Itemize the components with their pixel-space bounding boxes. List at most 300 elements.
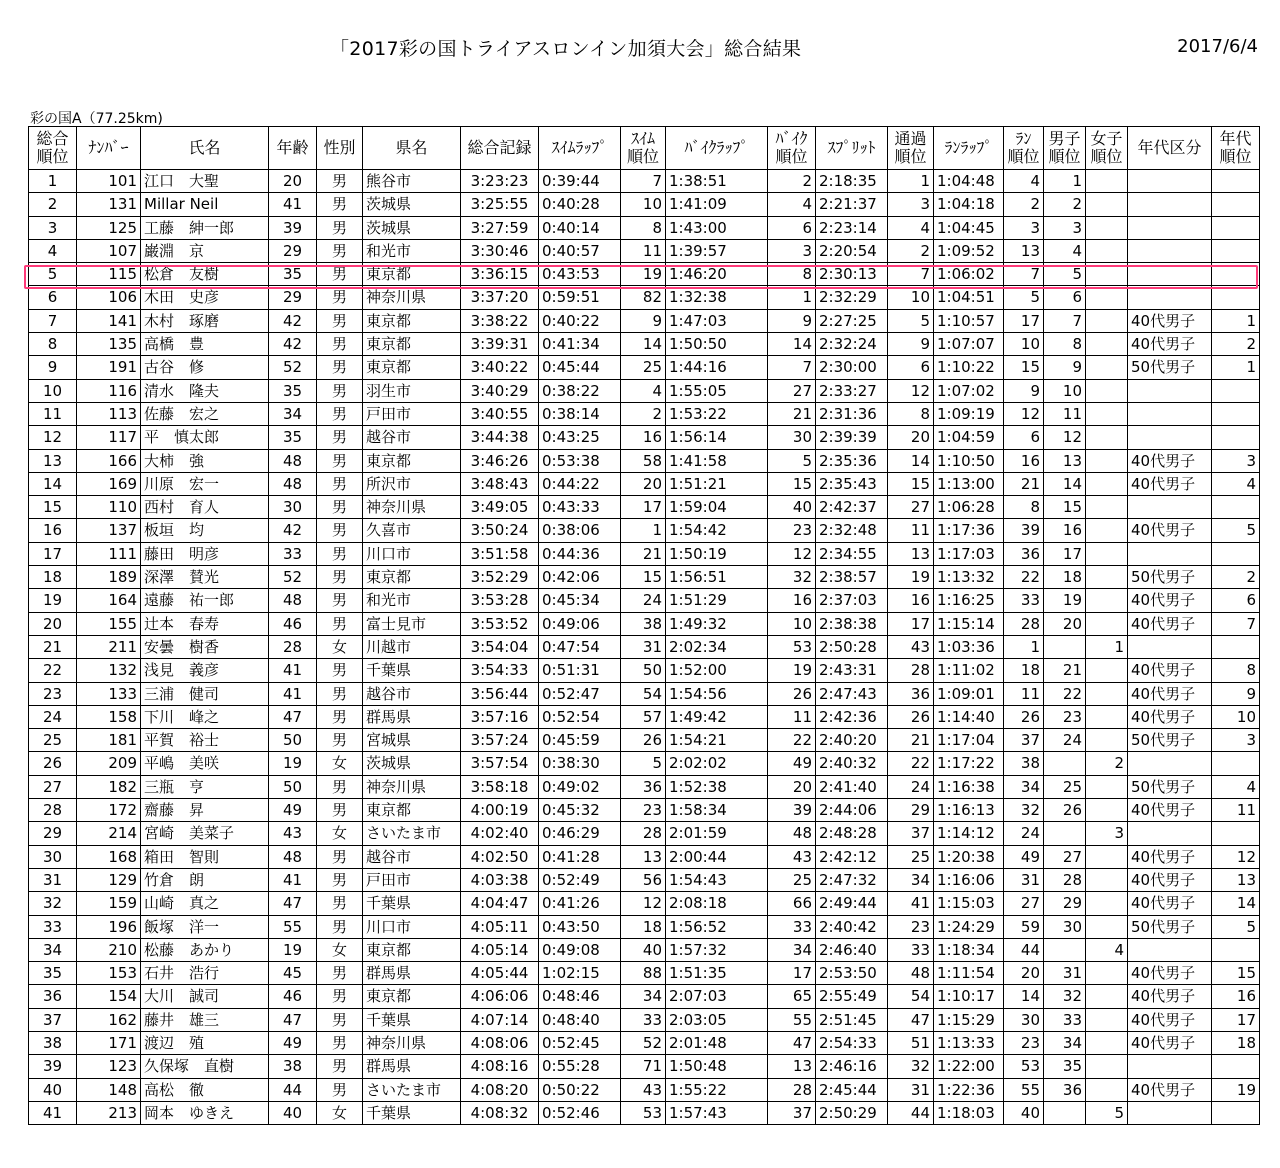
cell-split: 2:40:20: [816, 729, 888, 752]
cell-run: 1:20:38: [934, 845, 1004, 868]
cell-swim: 0:40:28: [539, 193, 621, 216]
cell-bike: 1:49:32: [666, 612, 768, 635]
cell-rank: 13: [29, 449, 77, 472]
cell-pref: 茨城県: [363, 216, 461, 239]
cell-sex: 男: [317, 659, 363, 682]
cell-rank: 29: [29, 822, 77, 845]
cell-pass-rank: 11: [888, 519, 934, 542]
cell-total: 3:53:52: [461, 612, 539, 635]
cell-bike: 1:52:38: [666, 775, 768, 798]
cell-run: 1:13:00: [934, 472, 1004, 495]
cell-num: 171: [77, 1031, 141, 1054]
cell-rank: 17: [29, 542, 77, 565]
table-row: [29, 612, 1260, 635]
cell-swim-rank: 23: [621, 799, 666, 822]
cell-pref: 東京都: [363, 449, 461, 472]
cell-sex: 男: [317, 193, 363, 216]
cell-run-rank: 15: [1004, 356, 1044, 379]
cell-pass-rank: 17: [888, 612, 934, 635]
cell-male-rank: 19: [1044, 589, 1086, 612]
cell-pref: 戸田市: [363, 402, 461, 425]
cell-swim-rank: 58: [621, 449, 666, 472]
cell-rank: 30: [29, 845, 77, 868]
cell-total: 4:05:11: [461, 915, 539, 938]
cell-num: 209: [77, 752, 141, 775]
cell-age-rank: [1212, 752, 1260, 775]
cell-split: 2:46:16: [816, 1055, 888, 1078]
table-row: [29, 1008, 1260, 1031]
cell-split: 2:41:40: [816, 775, 888, 798]
cell-swim-rank: 52: [621, 1031, 666, 1054]
cell-total: 3:52:29: [461, 566, 539, 589]
cell-split: 2:50:28: [816, 635, 888, 658]
cell-name: 飯塚 洋一: [141, 915, 269, 938]
cell-female-rank: [1086, 170, 1128, 193]
cell-bike-rank: 32: [768, 566, 816, 589]
cell-bike: 1:54:56: [666, 682, 768, 705]
cell-pass-rank: 48: [888, 962, 934, 985]
cell-bike-rank: 8: [768, 263, 816, 286]
cell-female-rank: [1086, 333, 1128, 356]
cell-bike-rank: 39: [768, 799, 816, 822]
cell-name: 古谷 修: [141, 356, 269, 379]
cell-male-rank: 2: [1044, 193, 1086, 216]
cell-swim-rank: 9: [621, 309, 666, 332]
cell-age: 35: [269, 426, 317, 449]
cell-swim: 0:49:08: [539, 938, 621, 961]
cell-pass-rank: 4: [888, 216, 934, 239]
cell-num: 107: [77, 239, 141, 262]
cell-swim-rank: 53: [621, 1101, 666, 1124]
cell-run-rank: 16: [1004, 449, 1044, 472]
cell-bike-rank: 43: [768, 845, 816, 868]
table-row: [29, 426, 1260, 449]
table-row: [29, 449, 1260, 472]
cell-swim: 1:02:15: [539, 962, 621, 985]
cell-num: 166: [77, 449, 141, 472]
cell-swim: 0:59:51: [539, 286, 621, 309]
cell-pref: 富士見市: [363, 612, 461, 635]
cell-name: 佐藤 宏之: [141, 402, 269, 425]
cell-male-rank: 18: [1044, 566, 1086, 589]
cell-swim-rank: 82: [621, 286, 666, 309]
cell-run: 1:18:34: [934, 938, 1004, 961]
cell-age: 35: [269, 379, 317, 402]
cell-age-group: 40代男子: [1128, 659, 1212, 682]
cell-bike-rank: 16: [768, 589, 816, 612]
cell-total: 4:04:47: [461, 892, 539, 915]
cell-male-rank: 30: [1044, 915, 1086, 938]
cell-age: 19: [269, 752, 317, 775]
cell-bike: 1:43:00: [666, 216, 768, 239]
cell-bike: 1:38:51: [666, 170, 768, 193]
cell-male-rank: 8: [1044, 333, 1086, 356]
cell-num: 133: [77, 682, 141, 705]
cell-female-rank: [1086, 845, 1128, 868]
section-label: 彩の国A（77.25km): [30, 111, 163, 127]
cell-run-rank: 44: [1004, 938, 1044, 961]
cell-run: 1:16:38: [934, 775, 1004, 798]
cell-male-rank: 35: [1044, 1055, 1086, 1078]
cell-age-group: 40代男子: [1128, 309, 1212, 332]
cell-age: 48: [269, 845, 317, 868]
table-row: [29, 542, 1260, 565]
cell-swim: 0:46:29: [539, 822, 621, 845]
cell-male-rank: 12: [1044, 426, 1086, 449]
cell-total: 3:46:26: [461, 449, 539, 472]
cell-bike-rank: 28: [768, 1078, 816, 1101]
cell-age-rank: 19: [1212, 1078, 1260, 1101]
cell-bike: 2:07:03: [666, 985, 768, 1008]
cell-name: 遠藤 祐一郎: [141, 589, 269, 612]
cell-pref: 東京都: [363, 566, 461, 589]
cell-rank: 14: [29, 472, 77, 495]
cell-male-rank: 32: [1044, 985, 1086, 1008]
column-header-bike-rank: ﾊﾞｲｸ 順位: [768, 127, 816, 170]
cell-age-rank: [1212, 402, 1260, 425]
cell-age-rank: 1: [1212, 309, 1260, 332]
cell-female-rank: 5: [1086, 1101, 1128, 1124]
cell-swim-rank: 56: [621, 868, 666, 891]
cell-bike-rank: 1: [768, 286, 816, 309]
cell-female-rank: [1086, 705, 1128, 728]
cell-male-rank: [1044, 938, 1086, 961]
cell-total: 3:50:24: [461, 519, 539, 542]
table-row: [29, 519, 1260, 542]
cell-pref: 東京都: [363, 938, 461, 961]
cell-rank: 18: [29, 566, 77, 589]
cell-run-rank: 17: [1004, 309, 1044, 332]
cell-bike: 1:56:52: [666, 915, 768, 938]
table-row: [29, 263, 1260, 286]
cell-total: 4:08:16: [461, 1055, 539, 1078]
cell-num: 169: [77, 472, 141, 495]
cell-run-rank: 2: [1004, 193, 1044, 216]
cell-age: 28: [269, 635, 317, 658]
cell-swim-rank: 7: [621, 170, 666, 193]
cell-run-rank: 30: [1004, 1008, 1044, 1031]
cell-male-rank: 24: [1044, 729, 1086, 752]
cell-total: 4:07:14: [461, 1008, 539, 1031]
table-row: [29, 962, 1260, 985]
cell-swim-rank: 28: [621, 822, 666, 845]
cell-total: 3:27:59: [461, 216, 539, 239]
cell-swim-rank: 10: [621, 193, 666, 216]
cell-age: 42: [269, 309, 317, 332]
table-row: [29, 193, 1260, 216]
cell-total: 3:44:38: [461, 426, 539, 449]
cell-female-rank: [1086, 775, 1128, 798]
cell-rank: 20: [29, 612, 77, 635]
cell-total: 4:00:19: [461, 799, 539, 822]
cell-male-rank: 9: [1044, 356, 1086, 379]
cell-run: 1:17:03: [934, 542, 1004, 565]
cell-num: 141: [77, 309, 141, 332]
cell-age-rank: [1212, 542, 1260, 565]
cell-bike: 1:32:38: [666, 286, 768, 309]
cell-total: 3:56:44: [461, 682, 539, 705]
cell-male-rank: 34: [1044, 1031, 1086, 1054]
cell-bike-rank: 53: [768, 635, 816, 658]
cell-swim: 0:48:46: [539, 985, 621, 1008]
cell-bike-rank: 11: [768, 705, 816, 728]
cell-age-group: [1128, 402, 1212, 425]
table-row: [29, 356, 1260, 379]
cell-swim-rank: 26: [621, 729, 666, 752]
column-header-age-group: 年代区分: [1128, 127, 1212, 170]
cell-age: 40: [269, 1101, 317, 1124]
cell-pref: 宮城県: [363, 729, 461, 752]
column-header-swim-rank: ｽｲﾑ 順位: [621, 127, 666, 170]
cell-age-group: 50代男子: [1128, 566, 1212, 589]
cell-swim: 0:38:06: [539, 519, 621, 542]
table-body: [29, 170, 1260, 1125]
cell-pass-rank: 43: [888, 635, 934, 658]
cell-sex: 男: [317, 1008, 363, 1031]
cell-bike: 1:53:22: [666, 402, 768, 425]
cell-swim-rank: 18: [621, 915, 666, 938]
cell-rank: 36: [29, 985, 77, 1008]
cell-swim: 0:43:25: [539, 426, 621, 449]
cell-num: 131: [77, 193, 141, 216]
cell-swim: 0:52:54: [539, 705, 621, 728]
cell-pref: 茨城県: [363, 752, 461, 775]
cell-pass-rank: 29: [888, 799, 934, 822]
cell-pref: 神奈川県: [363, 496, 461, 519]
table-row: [29, 496, 1260, 519]
cell-pass-rank: 15: [888, 472, 934, 495]
cell-run: 1:24:29: [934, 915, 1004, 938]
cell-split: 2:38:57: [816, 566, 888, 589]
cell-run-rank: 22: [1004, 566, 1044, 589]
cell-rank: 15: [29, 496, 77, 519]
cell-female-rank: [1086, 892, 1128, 915]
cell-run: 1:13:32: [934, 566, 1004, 589]
cell-rank: 12: [29, 426, 77, 449]
cell-num: 129: [77, 868, 141, 891]
cell-pref: さいたま市: [363, 822, 461, 845]
cell-pass-rank: 33: [888, 938, 934, 961]
cell-age: 48: [269, 449, 317, 472]
cell-sex: 男: [317, 682, 363, 705]
cell-swim: 0:52:47: [539, 682, 621, 705]
table-row: [29, 402, 1260, 425]
cell-rank: 23: [29, 682, 77, 705]
cell-bike-rank: 6: [768, 216, 816, 239]
cell-bike-rank: 14: [768, 333, 816, 356]
cell-female-rank: [1086, 589, 1128, 612]
cell-run-rank: 38: [1004, 752, 1044, 775]
cell-age: 46: [269, 612, 317, 635]
cell-bike: 1:55:05: [666, 379, 768, 402]
cell-bike: 1:57:32: [666, 938, 768, 961]
cell-split: 2:42:36: [816, 705, 888, 728]
cell-age-rank: [1212, 170, 1260, 193]
cell-swim: 0:39:44: [539, 170, 621, 193]
cell-run-rank: 53: [1004, 1055, 1044, 1078]
cell-age: 47: [269, 705, 317, 728]
cell-male-rank: 23: [1044, 705, 1086, 728]
cell-run: 1:22:36: [934, 1078, 1004, 1101]
cell-pref: 越谷市: [363, 682, 461, 705]
cell-age: 52: [269, 356, 317, 379]
cell-age-group: [1128, 822, 1212, 845]
cell-swim: 0:52:46: [539, 1101, 621, 1124]
cell-age-rank: 12: [1212, 845, 1260, 868]
cell-age-rank: 4: [1212, 775, 1260, 798]
cell-run-rank: 40: [1004, 1101, 1044, 1124]
table-row: [29, 892, 1260, 915]
cell-run-rank: 4: [1004, 170, 1044, 193]
cell-split: 2:31:36: [816, 402, 888, 425]
cell-name: 三瓶 亨: [141, 775, 269, 798]
cell-pass-rank: 8: [888, 402, 934, 425]
cell-pass-rank: 24: [888, 775, 934, 798]
cell-pref: 東京都: [363, 985, 461, 1008]
cell-rank: 22: [29, 659, 77, 682]
cell-total: 4:05:14: [461, 938, 539, 961]
cell-bike: 2:02:02: [666, 752, 768, 775]
cell-split: 2:42:37: [816, 496, 888, 519]
cell-name: 久保塚 直樹: [141, 1055, 269, 1078]
cell-run: 1:04:45: [934, 216, 1004, 239]
cell-run-rank: 1: [1004, 635, 1044, 658]
cell-bike-rank: 37: [768, 1101, 816, 1124]
cell-name: Millar Neil: [141, 193, 269, 216]
cell-swim: 0:41:34: [539, 333, 621, 356]
cell-name: 平賀 裕士: [141, 729, 269, 752]
cell-run-rank: 7: [1004, 263, 1044, 286]
cell-name: 竹倉 朗: [141, 868, 269, 891]
cell-run: 1:10:57: [934, 309, 1004, 332]
table-row: [29, 309, 1260, 332]
cell-age-group: 50代男子: [1128, 775, 1212, 798]
cell-swim-rank: 36: [621, 775, 666, 798]
cell-bike-rank: 22: [768, 729, 816, 752]
cell-sex: 男: [317, 216, 363, 239]
cell-name: 渡辺 殖: [141, 1031, 269, 1054]
cell-bike-rank: 27: [768, 379, 816, 402]
cell-num: 164: [77, 589, 141, 612]
table-row: [29, 239, 1260, 262]
cell-age: 47: [269, 1008, 317, 1031]
cell-female-rank: [1086, 868, 1128, 891]
cell-age-group: 40代男子: [1128, 892, 1212, 915]
cell-rank: 7: [29, 309, 77, 332]
cell-bike-rank: 65: [768, 985, 816, 1008]
cell-run: 1:11:54: [934, 962, 1004, 985]
cell-sex: 男: [317, 915, 363, 938]
cell-male-rank: 29: [1044, 892, 1086, 915]
cell-bike: 1:50:48: [666, 1055, 768, 1078]
cell-split: 2:32:24: [816, 333, 888, 356]
cell-bike: 1:59:04: [666, 496, 768, 519]
cell-bike: 1:52:00: [666, 659, 768, 682]
cell-age-group: [1128, 496, 1212, 519]
cell-name: 岡本 ゆきえ: [141, 1101, 269, 1124]
column-header-age-rank: 年代 順位: [1212, 127, 1260, 170]
cell-age-group: 40代男子: [1128, 962, 1212, 985]
cell-bike-rank: 2: [768, 170, 816, 193]
cell-age-group: 40代男子: [1128, 682, 1212, 705]
cell-run: 1:18:03: [934, 1101, 1004, 1124]
cell-female-rank: [1086, 962, 1128, 985]
cell-run-rank: 5: [1004, 286, 1044, 309]
table-row: [29, 1078, 1260, 1101]
cell-age: 34: [269, 402, 317, 425]
cell-male-rank: [1044, 1101, 1086, 1124]
cell-swim-rank: 17: [621, 496, 666, 519]
table-row: [29, 938, 1260, 961]
cell-pass-rank: 36: [888, 682, 934, 705]
cell-bike-rank: 12: [768, 542, 816, 565]
results-table: [28, 126, 1260, 1125]
cell-run: 1:15:14: [934, 612, 1004, 635]
cell-bike-rank: 19: [768, 659, 816, 682]
cell-swim: 0:48:40: [539, 1008, 621, 1031]
cell-age-rank: [1212, 426, 1260, 449]
cell-female-rank: [1086, 1031, 1128, 1054]
cell-pref: 久喜市: [363, 519, 461, 542]
cell-age-rank: [1212, 286, 1260, 309]
cell-age: 29: [269, 286, 317, 309]
cell-swim-rank: 38: [621, 612, 666, 635]
table-row: [29, 822, 1260, 845]
cell-age-rank: 6: [1212, 589, 1260, 612]
cell-pass-rank: 22: [888, 752, 934, 775]
cell-rank: 40: [29, 1078, 77, 1101]
cell-age: 20: [269, 170, 317, 193]
cell-run-rank: 11: [1004, 682, 1044, 705]
cell-num: 153: [77, 962, 141, 985]
cell-bike-rank: 7: [768, 356, 816, 379]
cell-pass-rank: 51: [888, 1031, 934, 1054]
cell-female-rank: 4: [1086, 938, 1128, 961]
cell-female-rank: [1086, 263, 1128, 286]
cell-age-group: 50代男子: [1128, 729, 1212, 752]
cell-pass-rank: 54: [888, 985, 934, 1008]
cell-age-rank: [1212, 822, 1260, 845]
cell-sex: 男: [317, 1031, 363, 1054]
cell-bike: 1:50:50: [666, 333, 768, 356]
cell-name: 大川 誠司: [141, 985, 269, 1008]
cell-run: 1:06:28: [934, 496, 1004, 519]
cell-pass-rank: 14: [888, 449, 934, 472]
cell-pref: 神奈川県: [363, 286, 461, 309]
cell-total: 3:54:33: [461, 659, 539, 682]
column-header-num: ﾅﾝﾊﾞｰ: [77, 127, 141, 170]
cell-total: 3:49:05: [461, 496, 539, 519]
cell-female-rank: [1086, 449, 1128, 472]
cell-age-rank: [1212, 938, 1260, 961]
cell-rank: 8: [29, 333, 77, 356]
cell-bike-rank: 55: [768, 1008, 816, 1031]
cell-female-rank: [1086, 659, 1128, 682]
cell-total: 3:40:22: [461, 356, 539, 379]
cell-name: 深澤 賛光: [141, 566, 269, 589]
cell-age-rank: 5: [1212, 915, 1260, 938]
cell-pass-rank: 19: [888, 566, 934, 589]
cell-sex: 男: [317, 775, 363, 798]
column-header-total: 総合記録: [461, 127, 539, 170]
cell-swim: 0:50:22: [539, 1078, 621, 1101]
cell-bike: 1:55:22: [666, 1078, 768, 1101]
cell-pref: 川口市: [363, 915, 461, 938]
cell-swim-rank: 16: [621, 426, 666, 449]
cell-swim-rank: 2: [621, 402, 666, 425]
cell-swim: 0:38:30: [539, 752, 621, 775]
cell-split: 2:35:43: [816, 472, 888, 495]
